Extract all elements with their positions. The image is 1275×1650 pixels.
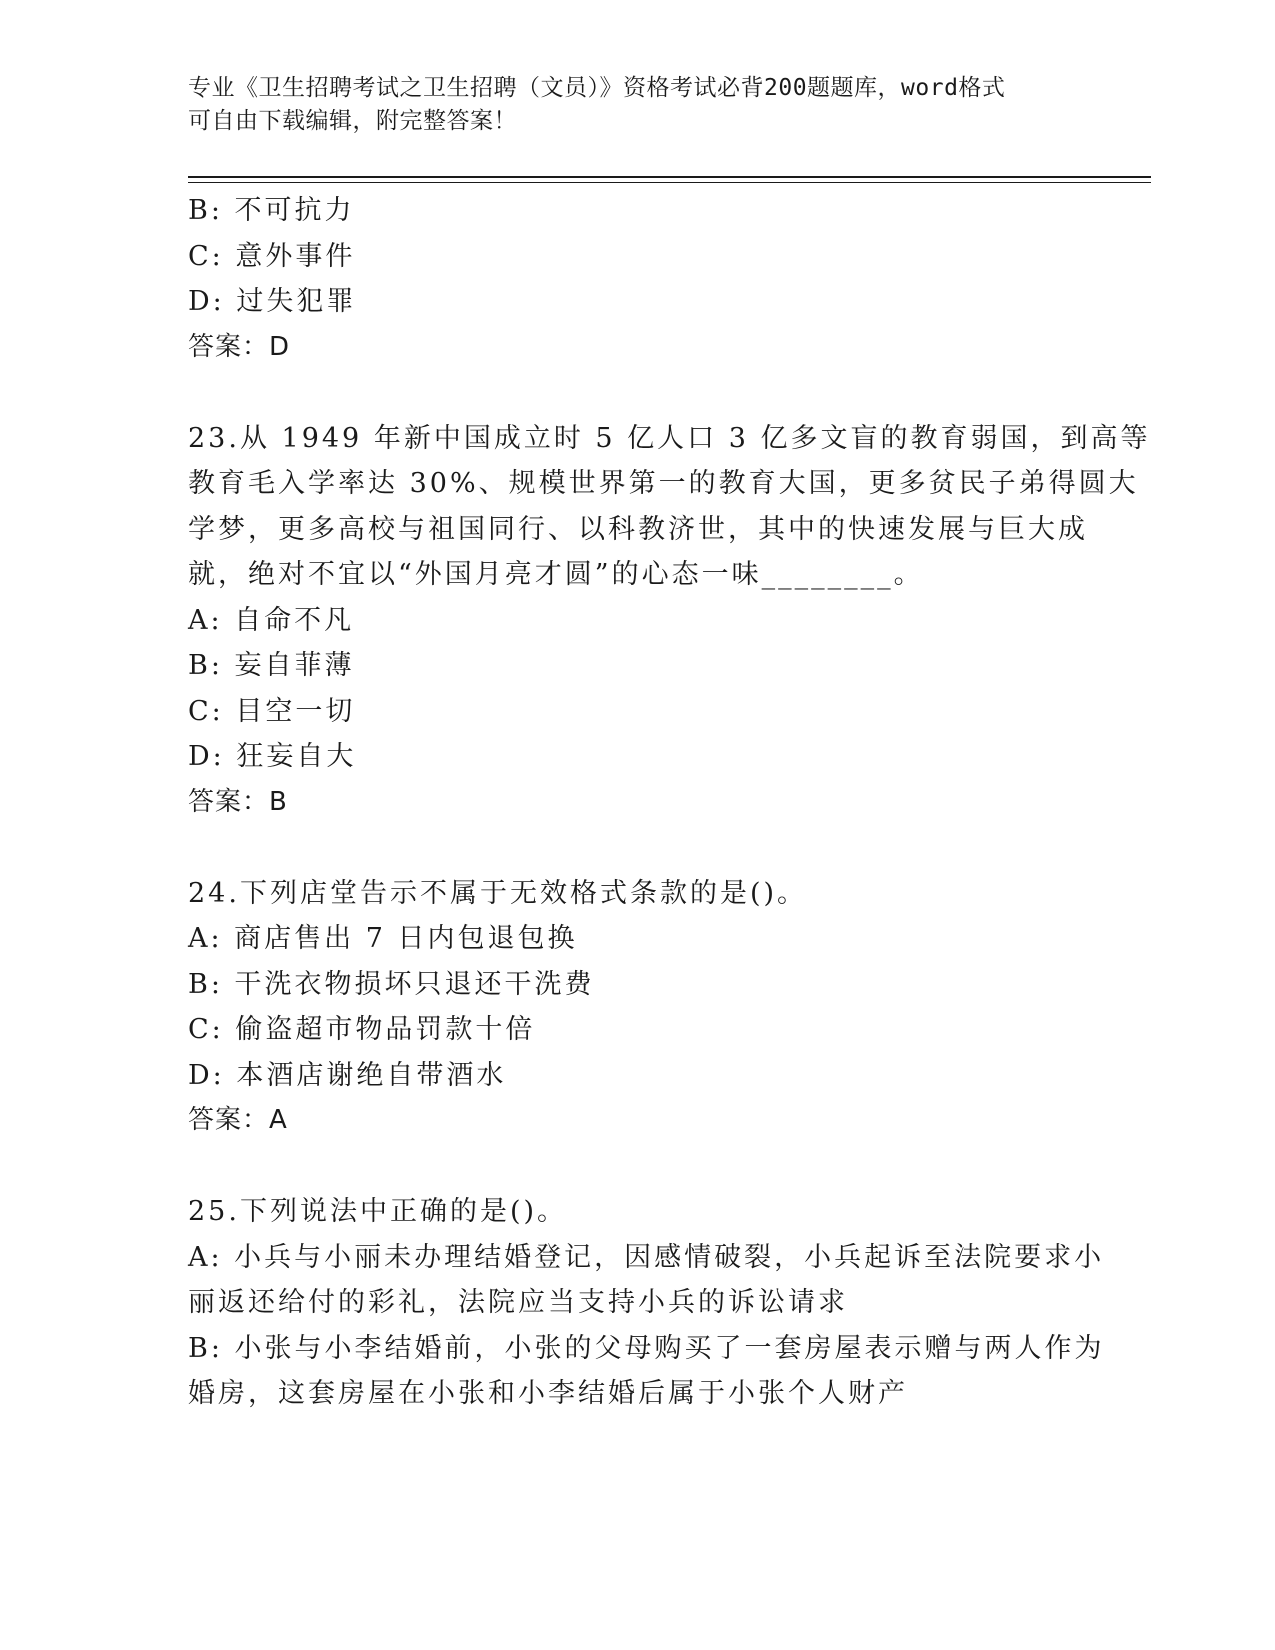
question-23 <box>188 416 1151 826</box>
question-24 <box>188 871 1088 1144</box>
question-text-line: 23.从 1949 年新中国成立时 5 亿人口 3 亿多文盲的教育弱国，到高等 <box>188 422 1151 454</box>
answer: 答案：B <box>188 786 288 817</box>
option-c: C: 偷盗超市物品罚款十倍 <box>188 1014 536 1045</box>
option-b-line: B: 小张与小李结婚前，小张的父母购买了一套房屋表示赠与两人作为 <box>188 1332 1105 1364</box>
document-header <box>188 72 1088 138</box>
option-d: D: 过失犯罪 <box>188 286 357 317</box>
spacer <box>188 1144 1088 1190</box>
answer: 答案：D <box>188 331 291 362</box>
option-b-line: 婚房，这套房屋在小张和小李结婚后属于小张个人财产 <box>188 1378 908 1409</box>
question-text-line: 学梦，更多高校与祖国同行、以科教济世，其中的快速发展与巨大成 <box>188 513 1088 545</box>
answer: 答案：A <box>188 1105 288 1135</box>
question-text-line: 教育毛入学率达 30%、规模世界第一的教育大国，更多贫民子弟得圆大 <box>188 468 1139 499</box>
question-text: 24.下列店堂告示不属于无效格式条款的是()。 <box>188 877 808 909</box>
spacer <box>188 370 1088 416</box>
option-c: C: 目空一切 <box>188 695 356 727</box>
option-b: B: 干洗衣物损坏只退还干洗费 <box>188 968 595 1000</box>
question-22-continued <box>188 188 1088 370</box>
question-25 <box>188 1189 1105 1417</box>
option-c: C: 意外事件 <box>188 240 356 272</box>
option-a-line: 丽返还给付的彩礼，法院应当支持小兵的诉讼请求 <box>188 1287 848 1318</box>
header-rule-thin <box>188 182 1151 183</box>
question-text: 25.下列说法中正确的是()。 <box>188 1196 568 1227</box>
option-a: A: 商店售出 7 日内包退包换 <box>188 923 578 954</box>
option-a: A: 自命不凡 <box>188 604 355 636</box>
option-b: B: 不可抗力 <box>188 195 355 226</box>
question-text-line: 就，绝对不宜以“外国月亮才圆”的心态一味________。 <box>188 559 924 590</box>
header-line-2: 可自由下载编辑，附完整答案！ <box>188 108 517 134</box>
option-d: D: 本酒店谢绝自带酒水 <box>188 1059 507 1091</box>
option-d: D: 狂妄自大 <box>188 741 357 772</box>
option-b: B: 妄自菲薄 <box>188 650 355 681</box>
option-a-line: A: 小兵与小丽未办理结婚登记，因感情破裂，小兵起诉至法院要求小 <box>188 1241 1105 1273</box>
document-body <box>188 188 1151 1417</box>
header-rule-thick <box>188 176 1151 178</box>
header-line-1: 专业《卫生招聘考试之卫生招聘（文员）》资格考试必背200题题库，word格式 <box>188 75 1006 101</box>
spacer <box>188 825 1088 871</box>
